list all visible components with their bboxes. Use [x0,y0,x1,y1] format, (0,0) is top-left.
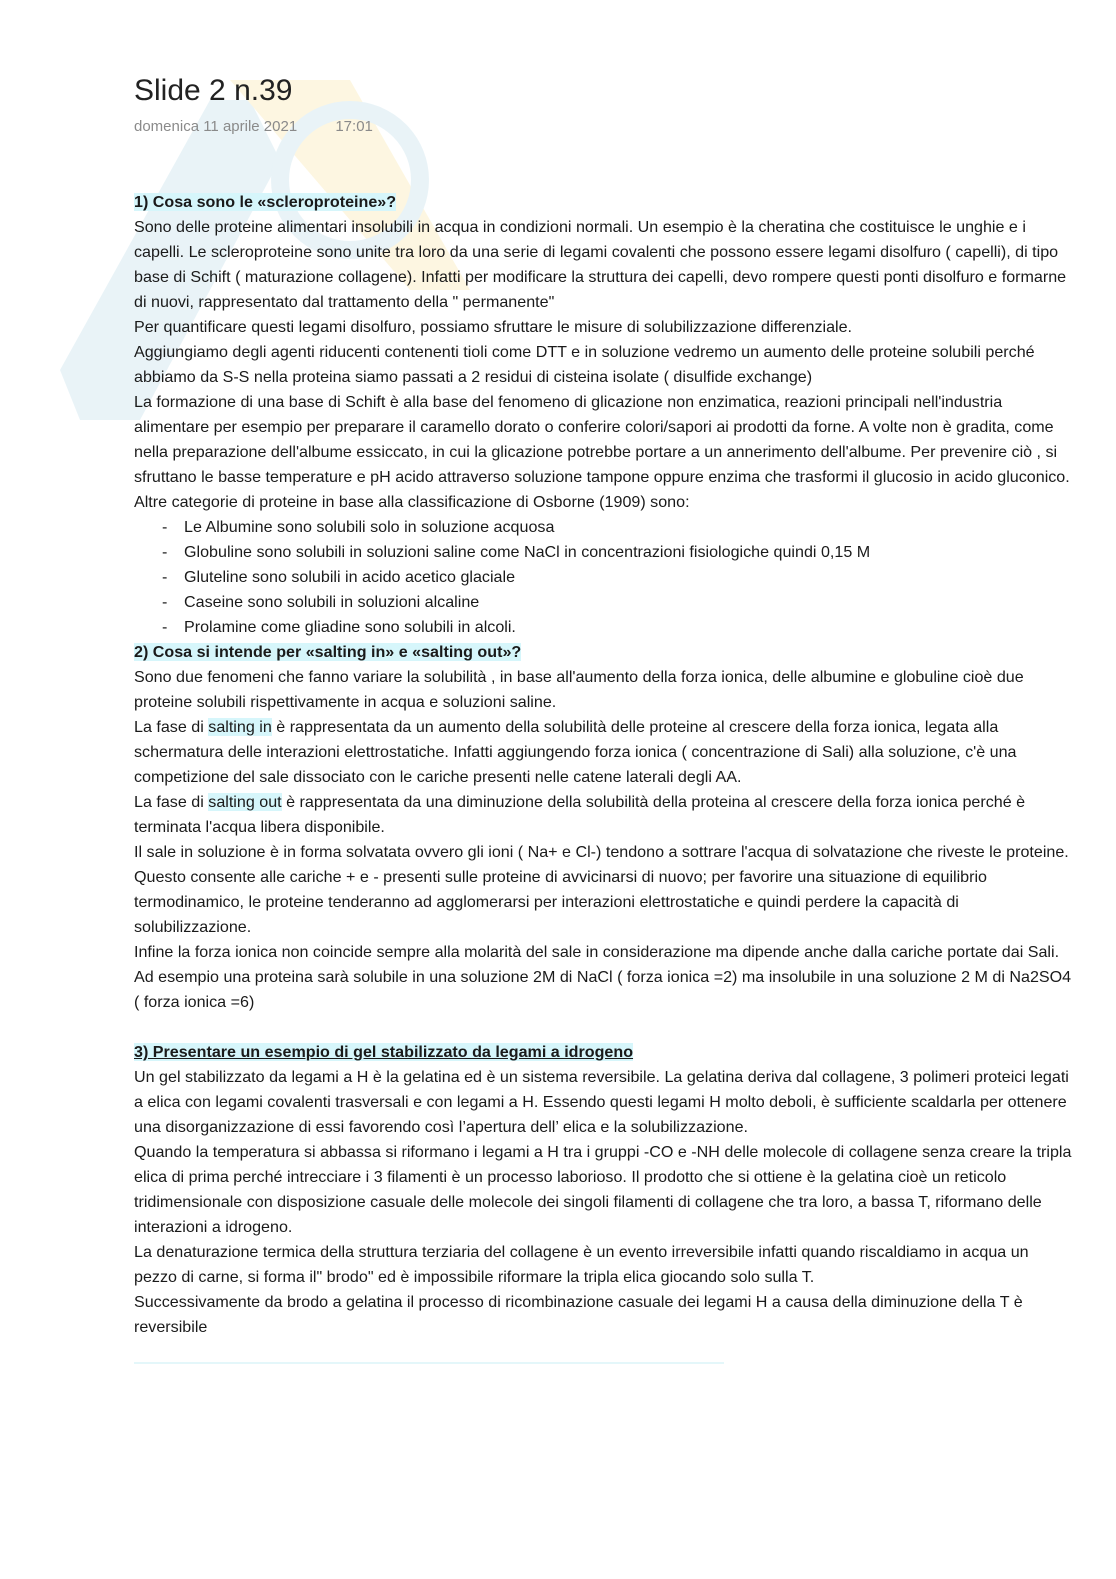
list-item: - Le Albumine sono solubili solo in soluzione acquosa [162,515,1076,540]
section2-paragraph: La fase di salting in è rappresentata da un aumento della solubilità delle proteine al crescere della forza ionica, legata alla schermatura delle interazioni elettrostatiche. Infatti aggiungendo forza ionica ( concentrazione di Sali) alla soluzione, c'è una competizione del sale dissociato con le cariche presenti nelle catene laterali degli AA. [134,718,1017,786]
note-meta [134,118,1076,140]
section1-paragraph: La formazione di una base di Schift è alla base del fenomeno di glicazione non enzimatica, reazioni principali nell'industria alimentare per esempio per preparare il caramello dorato o conferire colori/sapori ai prodotti da forne. A volte non è gradita, come nella preparazione dell'albume essiccato, in cui la glicazione potrebbe portare a un annerimento dell'albume. Per prevenire ciò , si sfruttano le basse temperature e pH acido attraverso soluzione tampone oppure enzima che trasformi il glucosio in acido gluconico. [134,393,1070,486]
section1-paragraph: Sono delle proteine alimentari insolubili in acqua in condizioni normali. Un esempio è la cheratina che costituisce le unghie e i capelli. Le scleroproteine sono unite tra loro da una serie di legami covalenti che possono essere legami disolfuro ( capelli), di tipo base di Schift ( maturazione collagene). Infatti per modificare la struttura dei capelli, devo rompere questi ponti disolfuro e formarne di nuovi, rappresentato dal trattamento della " permanente" [134,218,1067,311]
section3-paragraph: Quando la temperatura si abbassa si riformano i legami a H tra i gruppi -CO e -NH delle molecole di collagene senza creare la tripla elica di prima perché intrecciare i 3 filamenti è un processo laborioso. Il prodotto che si ottiene è la gelatina cioè un reticolo tridimensionale con disposizione casuale delle molecole dei singoli filamenti di collagene che tra loro, a bassa T, riformano delle interazioni a idrogeno. [134,1143,1072,1236]
section1-heading: 1) Cosa sono le «scleroproteine»? [134,193,397,211]
section1-paragraph: Per quantificare questi legami disolfuro, possiamo sfruttare le misure di solubilizzazione differenziale. [134,318,853,336]
list-item: - Prolamine come gliadine sono solubili in alcoli. [162,615,1076,640]
section3-paragraph: La denaturazione termica della struttura terziaria del collagene è un evento irreversibile infatti quando riscaldiamo in acqua un pezzo di carne, si forma il" brodo" ed è impossibile riformare la tripla elica giocando solo sulla T. [134,1243,1029,1286]
note-body [134,190,1076,1364]
section3-heading: 3) Presentare un esempio di gel stabilizzato da legami a idrogeno [134,1043,634,1061]
section1-paragraph: Altre categorie di proteine in base alla classificazione di Osborne (1909) sono: [134,493,690,511]
salting-out-term: salting out [208,793,282,811]
page-title: Slide 2 n.39 [134,74,293,107]
section2-heading: 2) Cosa si intende per «salting in» e «salting out»? [134,643,522,661]
section3-paragraph: Successivamente da brodo a gelatina il processo di ricombinazione casuale dei legami H a causa della diminuzione della T è reversibile [134,1293,1023,1336]
section2-paragraph: Infine la forza ionica non coincide sempre alla molarità del sale in considerazione ma dipende anche dalla cariche portate dai Sali. Ad esempio una proteina sarà solubile in una soluzione 2M di NaCl ( forza ionica =2) ma insolubile in una soluzione 2 M di Na2SO4 ( forza ionica =6) [134,943,1072,1011]
section3-paragraph: Un gel stabilizzato da legami a H è la gelatina ed è un sistema reversibile. La gelatina deriva dal collagene, 3 polimeri proteici legati a elica con legami covalenti trasversali e con legami a H. Essendo questi legami H molto deboli, è sufficiente scaldarla per ottenere una disorganizzazione di essi favorendo così l’apertura dell’ elica e la solubilizzazione. [134,1068,1069,1136]
section1-paragraph: Aggiungiamo degli agenti riducenti contenenti tioli come DTT e in soluzione vedremo un aumento delle proteine solubili perché abbiamo da S-S nella proteina siamo passati a 2 residui di cisteina isolate ( disulfide exchange) [134,343,1035,386]
salting-in-term: salting in [208,718,272,736]
list-item: - Gluteline sono solubili in acido acetico glaciale [162,565,1076,590]
list-item: - Globuline sono solubili in soluzioni saline come NaCl in concentrazioni fisiologiche quindi 0,15 M [162,540,1076,565]
section2-paragraph: Sono due fenomeni che fanno variare la solubilità , in base all'aumento della forza ionica, delle albumine e globuline cioè due proteine solubili rispettivamente in acqua e soluzioni saline. [134,668,1024,711]
note-page [134,70,1076,1364]
osborne-list [134,515,1076,640]
note-time: 17:01 [335,118,373,135]
list-item: - Caseine sono solubili in soluzioni alcaline [162,590,1076,615]
divider [134,1362,724,1364]
note-date: domenica 11 aprile 2021 [134,118,298,135]
section2-paragraph: La fase di salting out è rappresentata da una diminuzione della solubilità della proteina al crescere della forza ionica perché è terminata l'acqua libera disponibile. [134,793,1026,836]
section2-paragraph: Il sale in soluzione è in forma solvatata ovvero gli ioni ( Na+ e Cl-) tendono a sottrare l'acqua di solvatazione che riveste le proteine. Questo consente alle cariche + e - presenti sulle proteine di avvicinarsi di nuovo; per favorire una situazione di equilibrio termodinamico, le proteine tenderanno ad agglomerarsi per interazioni elettrostatiche e quindi perdere la capacità di solubilizzazione. [134,843,1069,936]
